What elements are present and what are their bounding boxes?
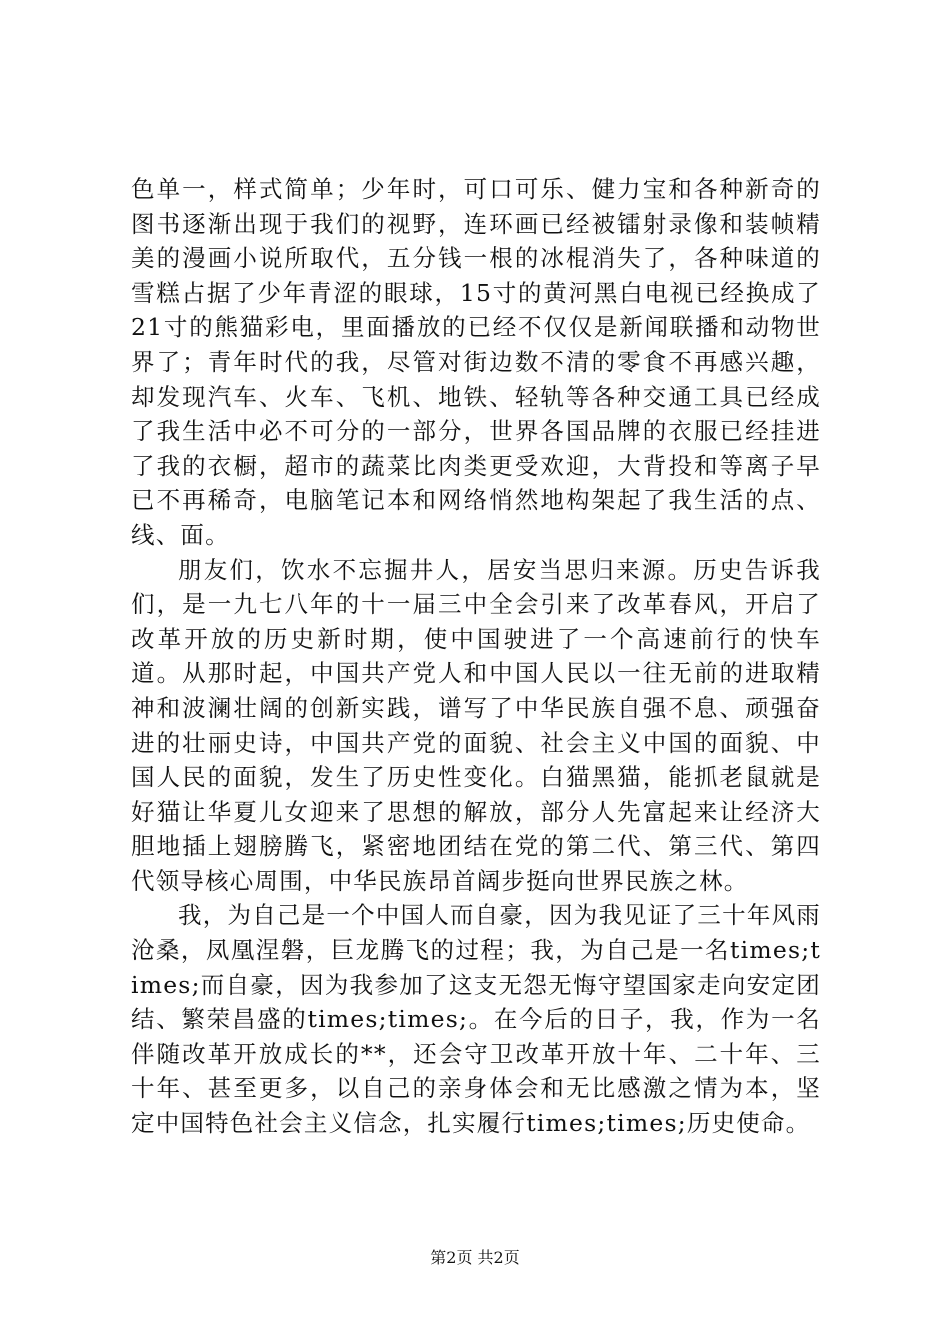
page-footer: 第2页 共2页 [430, 1248, 520, 1267]
paragraph-pride: 我，为自己是一个中国人而自豪，因为我见证了三十年风雨沧桑，凤凰涅磐，巨龙腾飞的过程；我，为自己是一名times;times;而自豪，因为我参加了这支无怨无悔守望国家走向安定团结、繁荣昌盛的times;times;。在今后的日子，我，作为一名伴随改革开放成长的**，还会守卫改革开放十年、二十年、三十年、甚至更多，以自己的亲身体会和无比感激之情为本，坚定中国特色社会主义信念，扎实履行times;times;历史使命。 [131, 901, 821, 1138]
paragraph-friends: 朋友们，饮水不忘掘井人，居安当思归来源。历史告诉我们，是一九七八年的十一届三中全会引来了改革春风，开启了改革开放的历史新时期，使中国驶进了一个高速前行的快车道。从那时起，中国共产党人和中国人民以一往无前的进取精神和波澜壮阔的创新实践，谱写了中华民族自强不息、顽强奋进的壮丽史诗，中国共产党的面貌、社会主义中国的面貌、中国人民的面貌，发生了历史性变化。白猫黑猫，能抓老鼠就是好猫让华夏儿女迎来了思想的解放，部分人先富起来让经济大胆地插上翅膀腾飞，紧密地团结在党的第二代、第三代、第四代领导核心周围，中华民族昂首阔步挺向世界民族之林。 [131, 555, 821, 895]
paragraph-continued: 色单一，样式简单；少年时，可口可乐、健力宝和各种新奇的图书逐渐出现于我们的视野，连环画已经被镭射录像和装帧精美的漫画小说所取代，五分钱一根的冰棍消失了，各种味道的雪糕占据了少年青涩的眼球，15寸的黄河黑白电视已经换成了21寸的熊猫彩电，里面播放的已经不仅仅是新闻联播和动物世界了；青年时代的我，尽管对街边数不清的零食不再感兴趣，却发现汽车、火车、飞机、地铁、轻轨等各种交通工具已经成了我生活中必不可分的一部分，世界各国品牌的衣服已经挂进了我的衣橱，超市的蔬菜比肉类更受欢迎，大背投和等离子早已不再稀奇，电脑笔记本和网络悄然地构架起了我生活的点、线、面。 [131, 175, 821, 549]
document-body [131, 172, 821, 1141]
